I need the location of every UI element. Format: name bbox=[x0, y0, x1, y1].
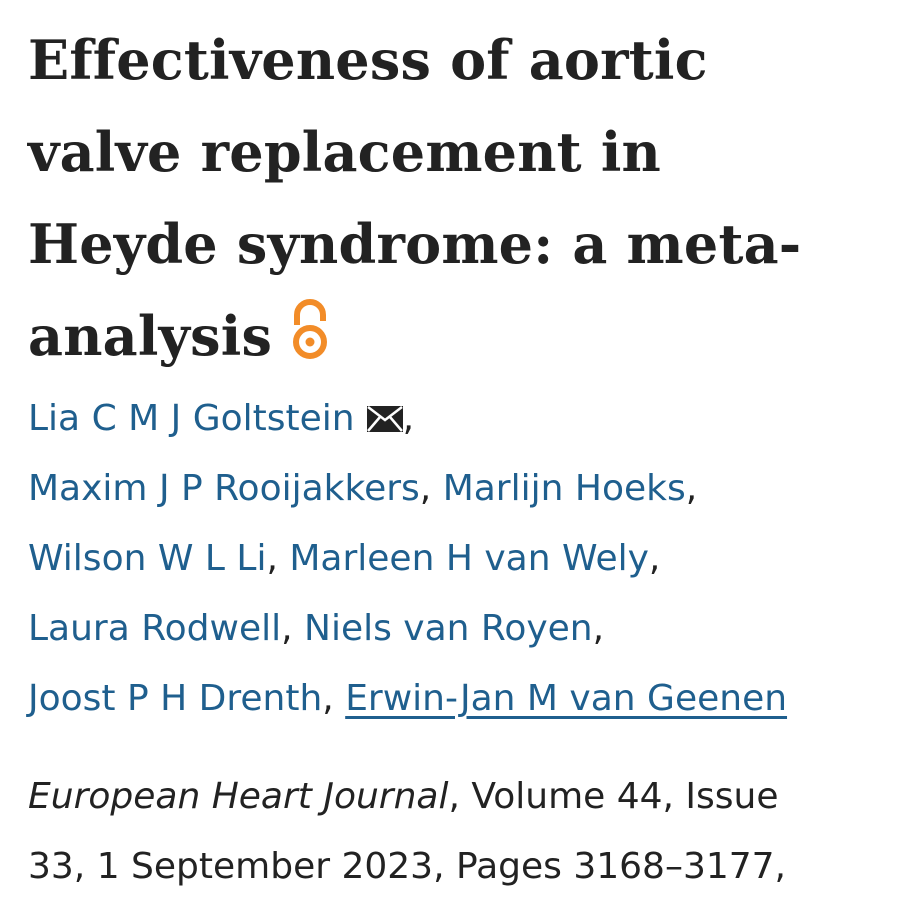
author-separator: , bbox=[402, 398, 415, 439]
author-separator: , bbox=[419, 468, 432, 509]
author-separator: , bbox=[281, 608, 293, 649]
author-link[interactable]: Marleen H van Wely bbox=[289, 538, 649, 579]
author-line-1 bbox=[28, 384, 888, 454]
title-line-3: Heyde syndrome: a meta- bbox=[28, 212, 802, 276]
author-line-4 bbox=[28, 594, 888, 664]
author-line-2 bbox=[28, 454, 888, 524]
article-title bbox=[28, 14, 888, 382]
citation bbox=[28, 762, 888, 902]
envelope-icon[interactable] bbox=[367, 406, 403, 432]
author-separator: , bbox=[266, 538, 278, 579]
citation-line-1 bbox=[28, 762, 888, 832]
author-link[interactable]: Niels van Royen bbox=[304, 608, 593, 649]
author-link[interactable]: Joost P H Drenth bbox=[28, 678, 323, 719]
author-link-hovered[interactable]: Erwin-Jan M van Geenen bbox=[345, 678, 788, 719]
citation-volume-issue: , Volume 44, Issue bbox=[448, 776, 779, 817]
author-link[interactable]: Maxim J P Rooijakkers bbox=[28, 468, 420, 509]
author-separator: , bbox=[322, 678, 334, 719]
author-link[interactable]: Lia C M J Goltstein bbox=[28, 398, 355, 439]
article-header bbox=[28, 0, 888, 902]
author-link[interactable]: Marlijn Hoeks bbox=[442, 468, 686, 509]
author-line-3 bbox=[28, 524, 888, 594]
author-link[interactable]: Wilson W L Li bbox=[28, 538, 267, 579]
author-list bbox=[28, 384, 888, 734]
citation-line-2: 33, 1 September 2023, Pages 3168–3177, bbox=[28, 846, 787, 887]
journal-name: European Heart Journal bbox=[28, 776, 449, 817]
author-link[interactable]: Laura Rodwell bbox=[28, 608, 282, 649]
author-line-5 bbox=[28, 664, 888, 734]
title-line-4: analysis bbox=[28, 304, 273, 368]
author-separator: , bbox=[648, 538, 661, 579]
author-separator: , bbox=[685, 468, 698, 509]
open-access-icon bbox=[288, 299, 332, 361]
title-line-2: valve replacement in bbox=[28, 120, 661, 184]
author-separator: , bbox=[592, 608, 605, 649]
title-line-1: Effectiveness of aortic bbox=[28, 28, 708, 92]
